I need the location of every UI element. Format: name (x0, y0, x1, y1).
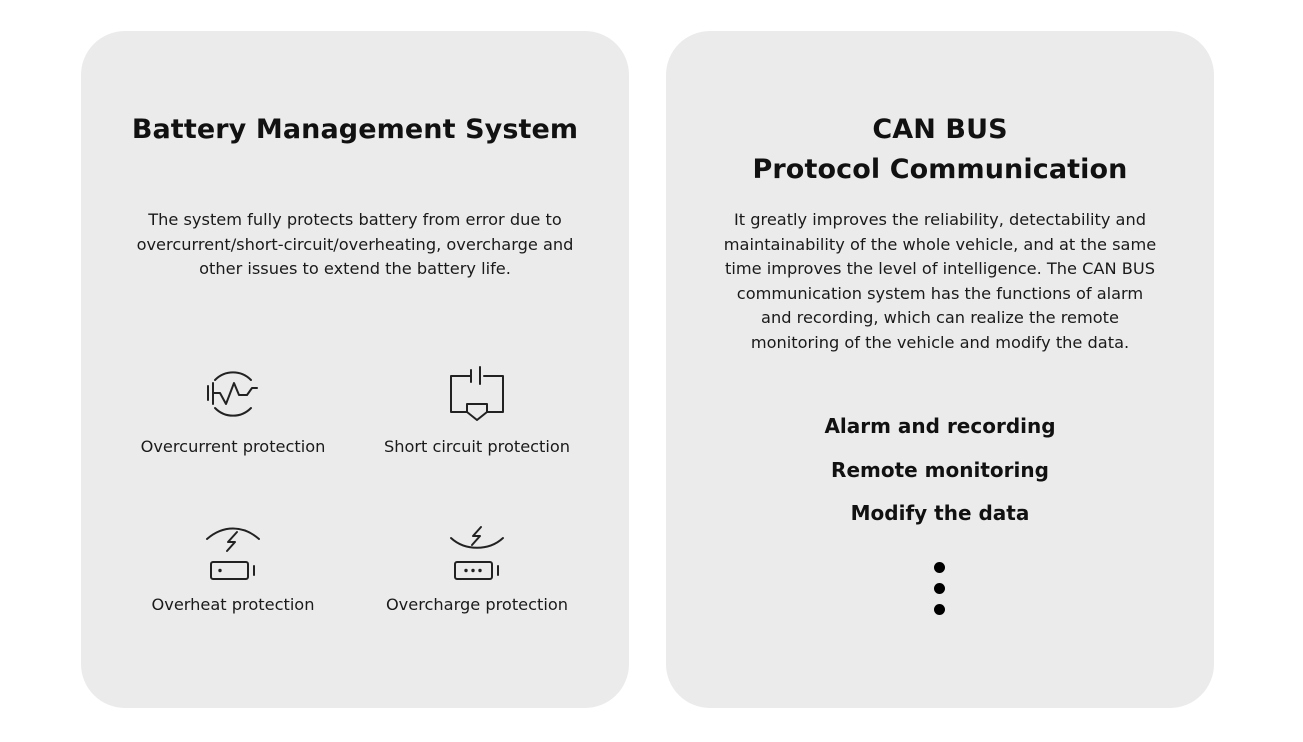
ellipsis-dot (934, 562, 945, 573)
overheat-icon (203, 525, 263, 581)
can-description-line: monitoring of the vehicle and modify the data. (750, 332, 1130, 352)
can-description-line: and recording, which can realize the remote (761, 308, 1119, 327)
can-description-line: maintainability of the whole vehicle, and at the same (723, 234, 1157, 254)
feature-overcurrent (111, 364, 355, 458)
can-feature-remote-monitoring: Remote monitoring (831, 458, 1049, 482)
can-description-line: time improves the level of intelligence. The CAN BUS (725, 259, 1155, 278)
bms-card (81, 31, 629, 708)
bms-description-line: overcurrent/short-circuit/overheating, overcharge and (136, 234, 574, 254)
can-feature-alarm-recording: Alarm and recording (824, 414, 1056, 438)
short-circuit-icon (447, 364, 507, 424)
can-title-line-1: CAN BUS (872, 114, 1008, 145)
feature-label: Overheat protection (151, 595, 315, 614)
feature-label: Short circuit protection (383, 437, 571, 456)
ellipsis-dot (934, 604, 945, 615)
can-description-line: It greatly improves the reliability, detectability and (733, 210, 1147, 229)
bms-description (81, 208, 629, 282)
overcurrent-icon (203, 364, 263, 424)
can-title-line-2: Protocol Communication (752, 154, 1128, 185)
bms-description-line: other issues to extend the battery life. (199, 259, 511, 278)
can-description (666, 208, 1214, 355)
can-bus-card (666, 31, 1214, 708)
feature-label: Overcurrent protection (140, 437, 326, 456)
bms-description-line: The system fully protects battery from error due to (148, 210, 562, 229)
can-description-line: communication system has the functions of alarm (736, 283, 1144, 303)
feature-overheat (111, 525, 355, 616)
bms-title: Battery Management System (131, 114, 579, 145)
feature-label: Overcharge protection (385, 595, 569, 614)
overcharge-icon (447, 525, 507, 581)
feature-overcharge (355, 525, 599, 616)
feature-short-circuit (355, 364, 599, 458)
ellipsis-dot (934, 583, 945, 594)
can-feature-modify-data: Modify the data (850, 501, 1030, 525)
